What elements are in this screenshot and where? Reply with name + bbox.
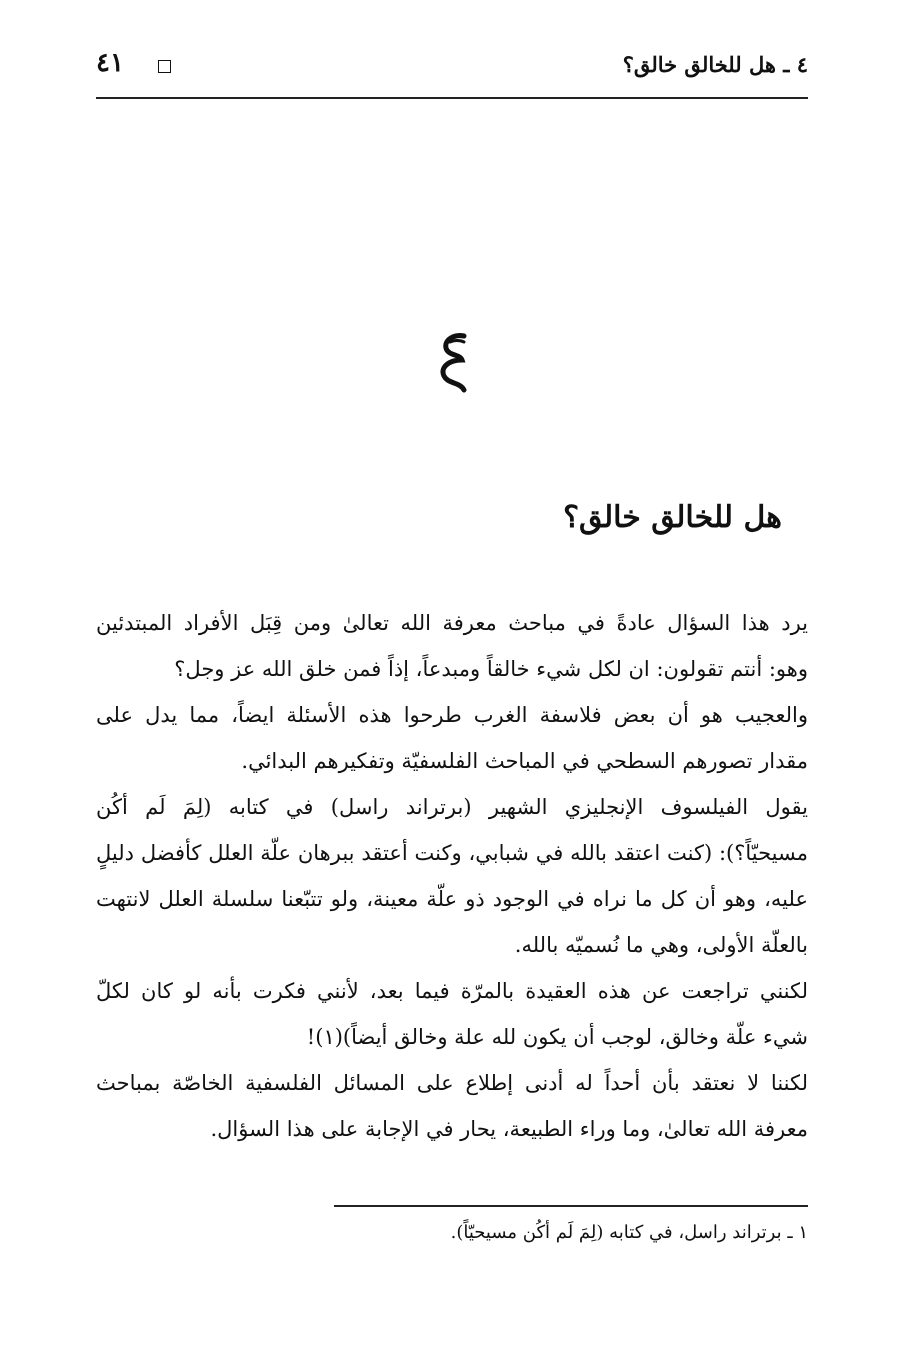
body-line: يرد هذا السؤال عادةً في مباحث معرفة الله تعالىٰ ومن قِبَل الأفراد المبتدئين <box>96 611 808 635</box>
chapter-heading: هل للخالق خالق؟ <box>563 500 782 535</box>
body-text <box>96 600 808 1152</box>
page-number: ٤١ <box>96 48 124 78</box>
body-line: والعجيب هو أن بعض فلاسفة الغرب طرحوا هذه الأسئلة ايضاً، مما يدل على <box>96 703 808 727</box>
footnote: ١ ـ برتراند راسل، في كتابه (لِمَ لَم أكُن مسيحيّاً). <box>450 1222 808 1243</box>
body-line: معرفة الله تعالىٰ، وما وراء الطبيعة، يحار في الإجابة على هذا السؤال. <box>210 1117 808 1141</box>
body-line: وهو: أنتم تقولون: ان لكل شيء خالقاً ومبدعاً، إذاً فمن خلق الله عز وجل؟ <box>174 657 808 681</box>
body-line: لكنني تراجعت عن هذه العقيدة بالمرّة فيما بعد، لأنني فكرت بأنه لو كان لكلّ <box>96 979 808 1003</box>
square-separator-icon <box>158 60 171 73</box>
chapter-number-glyph-icon <box>424 330 484 396</box>
body-line: مسيحيّاً؟): (كنت اعتقد بالله في شبابي، وكنت أعتقد ببرهان علّة العلل كأفضل دليلٍ <box>96 841 808 865</box>
running-header-title: ٤ ـ هل للخالق خالق؟ <box>622 52 808 77</box>
body-line: لكننا لا نعتقد بأن أحداً له أدنى إطلاع على المسائل الفلسفية الخاصّة بمباحث <box>96 1071 808 1095</box>
body-line: يقول الفيلسوف الإنجليزي الشهير (برتراند راسل) في كتابه (لِمَ لَم أكُن <box>96 795 808 819</box>
chapter-number <box>404 330 504 400</box>
body-line: عليه، وهو أن كل ما نراه في الوجود ذو علّة معينة، ولو تتبّعنا سلسلة العلل لانتهت <box>96 887 808 911</box>
body-line: شيء علّة وخالق، لوجب أن يكون لله علة وخالق أيضاً)(١)! <box>306 1025 808 1049</box>
header-divider <box>96 97 808 99</box>
chapter-number-text <box>454 396 455 397</box>
body-line: بالعلّة الأولى، وهي ما نُسميّه بالله. <box>514 933 808 957</box>
body-line: مقدار تصورهم السطحي في المباحث الفلسفيّة وتفكيرهم البدائي. <box>241 749 808 773</box>
footnote-divider <box>334 1205 808 1207</box>
running-header <box>96 46 808 90</box>
